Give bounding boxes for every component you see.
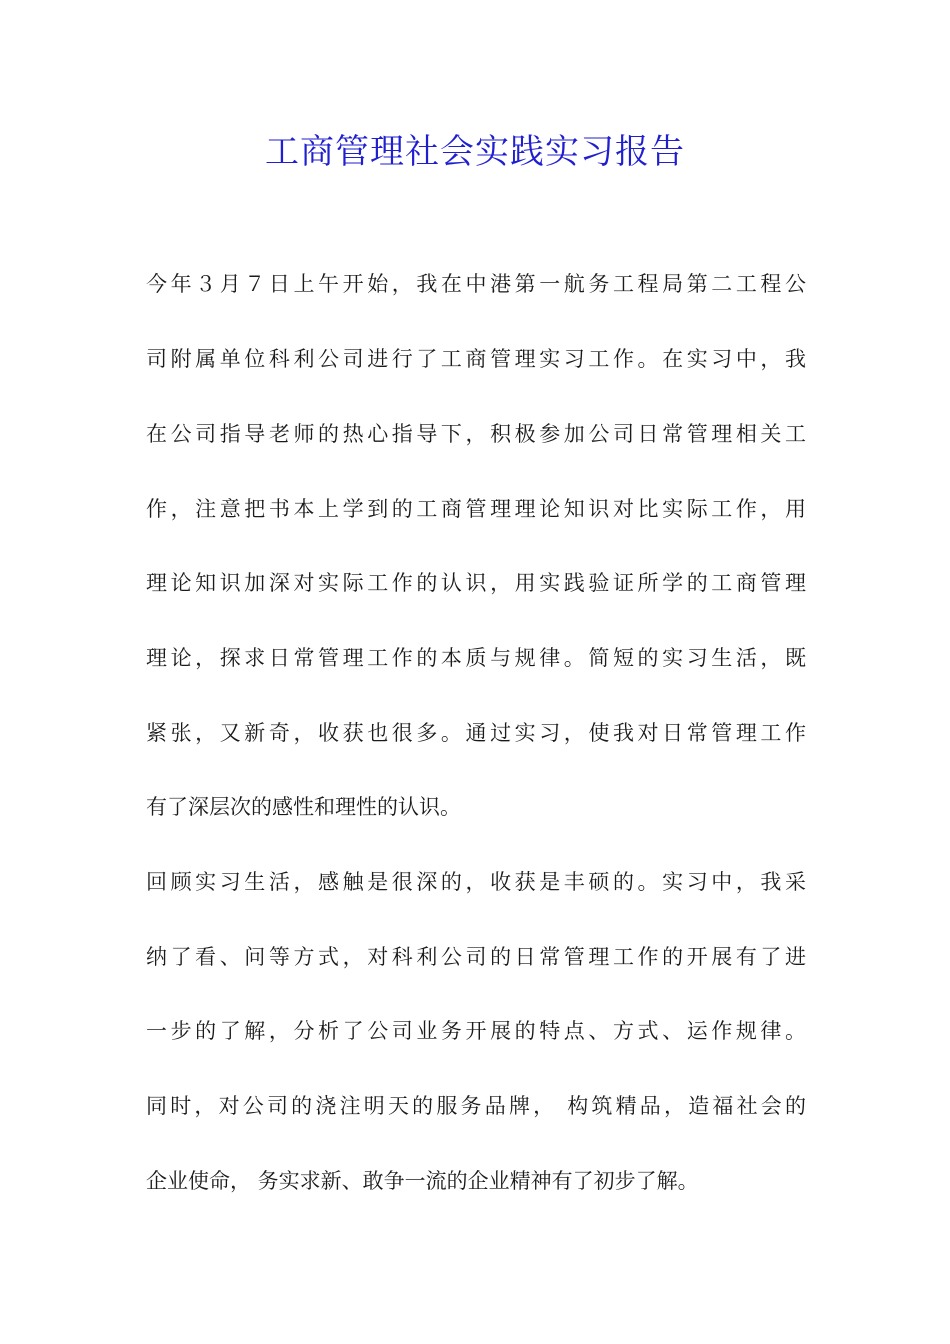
paragraph-1-line-1: 今年３月７日上午开始，我在中港第一航务工程局第二工程公 [146,272,806,296]
paragraph-1-line-8: 有了深层次的感性和理性的认识。 [146,795,461,819]
document-title: 工商管理社会实践实习报告 [265,132,685,172]
paragraph-1-line-3: 在公司指导老师的热心指导下，积极参加公司日常管理相关工 [146,422,806,446]
paragraph-2-line-3: 一步的了解，分析了公司业务开展的特点、方式、运作规律。 [146,1019,806,1043]
paragraph-2-line-2: 纳了看、问等方式，对科利公司的日常管理工作的开展有了进 [146,945,806,969]
paragraph-1-line-5: 理论知识加深对实际工作的认识，用实践验证所学的工商管理 [146,571,806,595]
paragraph-1-line-4: 作，注意把书本上学到的工商管理理论知识对比实际工作，用 [146,497,806,521]
paragraph-1-line-2: 司附属单位科利公司进行了工商管理实习工作。在实习中，我 [146,347,806,371]
paragraph-2-line-5: 企业使命， 务实求新、敢争一流的企业精神有了初步了解。 [146,1169,699,1193]
paragraph-1-line-6: 理论，探求日常管理工作的本质与规律。简短的实习生活，既 [146,646,806,670]
paragraph-1-line-7: 紧张，又新奇，收获也很多。通过实习，使我对日常管理工作 [146,721,806,745]
paragraph-2-line-4: 同时，对公司的浇注明天的服务品牌， 构筑精品，造福社会的 [146,1094,806,1118]
paragraph-2-line-1: 回顾实习生活，感触是很深的，收获是丰硕的。实习中，我采 [146,870,806,894]
